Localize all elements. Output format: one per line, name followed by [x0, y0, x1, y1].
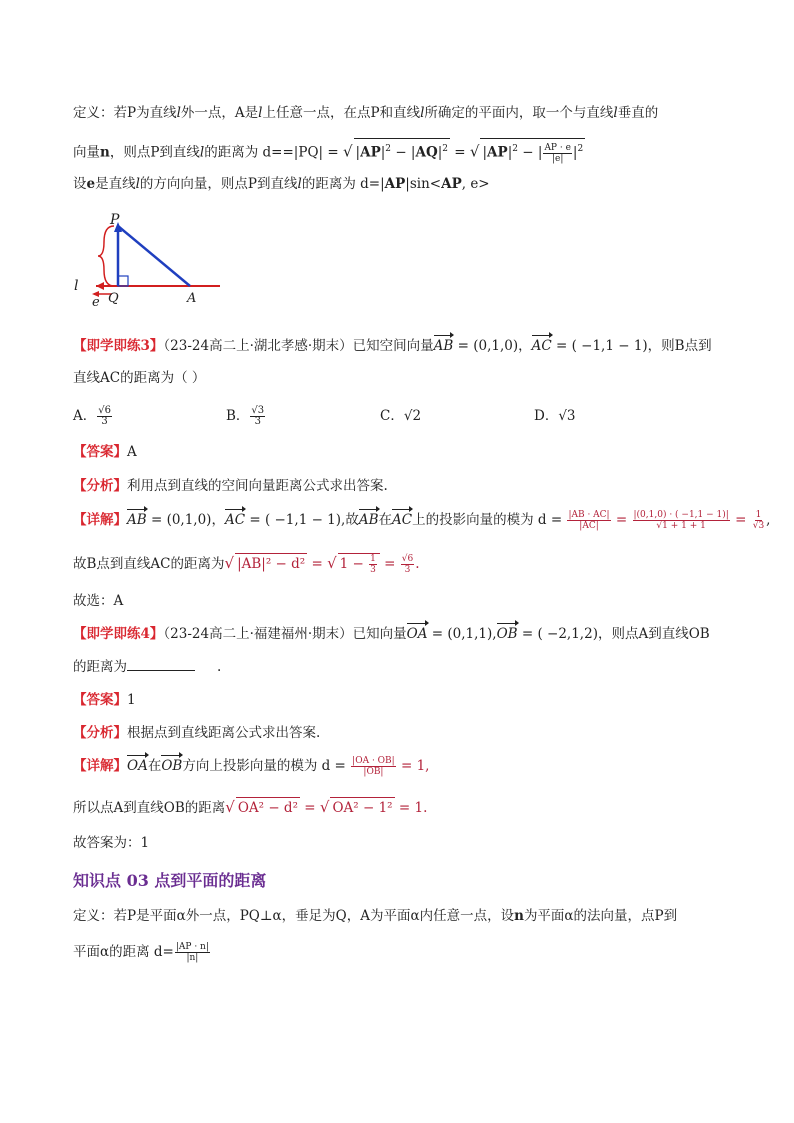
point-line-distance-figure — [68, 210, 228, 310]
exercise-4-line-2: 的距离为 . — [73, 659, 222, 675]
option-c[interactable]: C．√2 — [380, 408, 422, 424]
section-heading: 知识点 03 点到平面的距离 — [73, 871, 267, 890]
definition-2-line-1: 定义：若P是平面α外一点，PQ⊥α，垂足为Q，A为平面α内任意一点，设n为平面α的法向量，点P到 — [73, 908, 678, 924]
definition-2-line-2: 平面α的距离 d= $\frac{|AP \cdot n|}{|n|}$ — [73, 942, 209, 963]
option-b[interactable]: B． $\frac{√3}{3}$ — [226, 405, 265, 427]
formula-sqrt-1: $|AP|^2 - |AQ|^2$ — [354, 138, 450, 163]
detail-3-line-2: 故B点到直线AC的距离为√ |AB|² − d² = √ 1 − $\frac{1}{3}$ = $\frac{√6}{3}$ . — [73, 554, 420, 575]
analysis-4: 【分析】根据点到直线距离公式求出答案. — [73, 725, 321, 741]
label-Q: Q — [108, 291, 119, 306]
right-angle-mark — [118, 276, 128, 286]
segment-PA — [118, 226, 190, 286]
detail-4-line-2: 所以点A到直线OB的距离√ OA² − d² = √ OA² − 1² = 1. — [73, 798, 428, 816]
detail-4-line-1: 【详解】OA在OB方向上投影向量的模为 d = $\frac{|OA \cdot OB|}{|OB|}$ = 1, — [73, 756, 430, 777]
option-a[interactable]: A． $\frac{√6}{3}$ — [73, 405, 111, 427]
solution-3: 故选：A — [73, 593, 124, 609]
exercise-3-line-1: 【即学即练3】（23-24高二上·湖北孝感·期末）已知空间向量AB = (0,1,0)，AC = ( −1,1 − 1)，则B点到 — [73, 338, 712, 354]
answer-3: 【答案】A — [73, 444, 137, 460]
answer-blank[interactable] — [127, 658, 195, 671]
label-e: e — [92, 295, 100, 310]
distance-brace — [98, 226, 114, 286]
option-d[interactable]: D．√3 — [534, 408, 576, 424]
exercise-4-tag: 【即学即练4】 — [73, 626, 164, 642]
solution-4: 故答案为：1 — [73, 835, 150, 851]
formula-sqrt-2: $|AP|^2$ − | $\frac{AP \cdot e}{|e|}$ $|^2$ — [480, 138, 585, 164]
definition-line-1: 定义：若P为直线l外一点，A是l上任意一点，在点P和直线l所确定的平面内，取一个与直线l垂直的 — [73, 105, 659, 121]
answer-4: 【答案】1 — [73, 692, 136, 708]
exercise-3-line-2: 直线AC的距离为（ ） — [73, 370, 206, 386]
exercise-4-line-1: 【即学即练4】（23-24高二上·福建福州·期末）已知向量OA = (0,1,1),OB = ( −2,1,2)，则点A到直线OB — [73, 626, 710, 642]
label-A: A — [187, 291, 197, 306]
exercise-3-tag: 【即学即练3】 — [73, 338, 164, 354]
line-l-arrow — [96, 282, 104, 290]
label-P: P — [110, 212, 120, 228]
label-l: l — [74, 278, 79, 294]
definition-line-3: 设e是直线l的方向向量，则点P到直线l的距离为 d=|AP|sin<AP, e> — [73, 176, 490, 192]
detail-3-line-1: 【详解】AB = (0,1,0)，AC = ( −1,1 − 1),故AB在AC上的投影向量的模为 d = $\frac{|AB \cdot AC|}{|AC|}$ = $\frac{|(0,1,0) \cdot ( -1,1 - 1)|}{√1 + 1 + 1}$ = $\frac{1}{√3}$ , — [73, 510, 771, 531]
analysis-3: 【分析】利用点到直线的空间向量距离公式求出答案. — [73, 478, 388, 494]
definition-line-2: 向量n，则点P到直线l的距离为 d==|PQ| = √ $|AP|^2 - |AQ|^2$ = √ $|AP|^2$ − | $\frac{AP \cdot e}{|e|}$ $|^2$ — [73, 138, 585, 164]
